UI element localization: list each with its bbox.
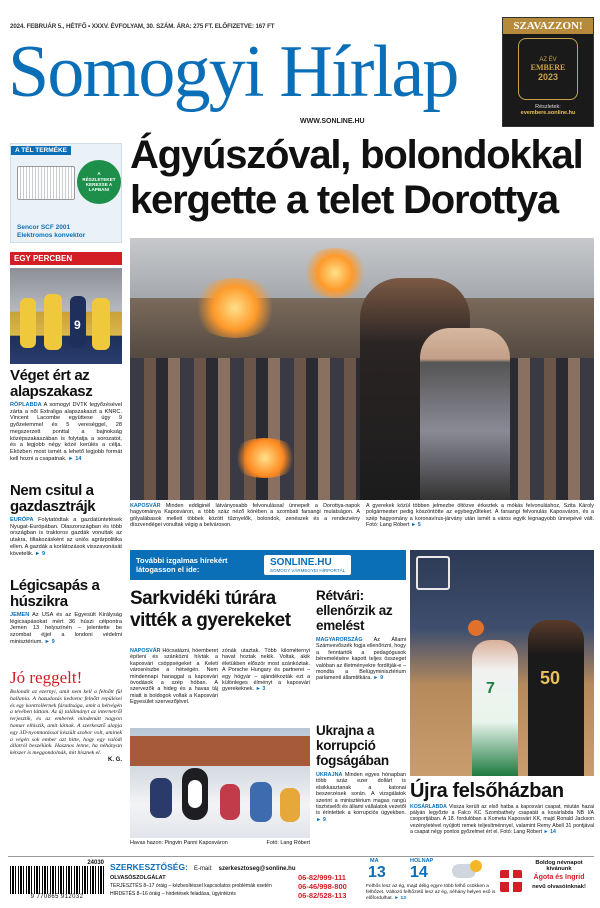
story3-title[interactable]: Légicsapás a húszikra <box>10 577 100 610</box>
story2-ref[interactable]: 9 <box>41 550 46 557</box>
ukraine-title[interactable]: Ukrajna a korrupció fogságában <box>316 723 389 768</box>
weather-box <box>366 858 496 904</box>
ad-label: A TÉL TERMÉKE <box>11 146 71 155</box>
promo-brand-sub: SOMOGY VÁRMEGYEI HÍRPORTÁL <box>270 568 346 573</box>
award-line1: AZ ÉV <box>539 56 557 63</box>
volleyball-photo <box>10 268 122 364</box>
tour-photo-credit: Fotó: Lang Róbert <box>266 840 310 846</box>
story1-body: A somogyi DVTK legyőzésével zárta a női Extraliga alapszakaszt a KNRC. Vincent Lacombe együttese úgy 9 győzelemmel és 5 vereséggel, 28 megszerzett ponttal a bajnokság középszakaszában is folytatja a sorozatot, és a legjobb négy közé kerülés a célja. Eközben most ismét a lehető legjobb formát kell hozni a csapatnak. <box>10 402 122 462</box>
story2-body: Folytatódtak a gazdatüntetések Nyugat-Európában. Olaszországban és több országban is traktoros gazdák vonultak az utakra, tiltakozásként az uniós agrárpolitika ellen. A gazdák a korlátozások visszavonását követelik. <box>10 517 122 557</box>
weather-text: Felhős lesz az ég, majd délig egyre több felhő csökken a felhőzet. Változó felhőzetű lesz az ég, néhány helyen eső is előfordulhat. ► 13 <box>366 884 496 901</box>
barcode-digits: 9 770865 912032 <box>30 894 84 900</box>
column-body: Bolondít az ezernyi, amit nem kell a felnőtt fül hallania. A hazudozás kedvenc felnőtt repülései és egy kontrollernek fáradtsága, amit a hétvégén a tévében láttam. Az új találmányt az internetről terjesztik, és az emberek mindenütt nagyon hamar elhiszik, amit látnak. A szerkesztő alapja egy 3D-nyomtatással készült szobor volt, aminek a végén sok ember azt hitte, hogy egy valódi állatról beszélünk. Hasznos lenne, ha néhányan kétszer is meggondolnák, mit hisznek el. <box>10 689 122 757</box>
editorial-label: SZERKESZTŐSÉG: <box>110 862 188 872</box>
award-year: 2023 <box>537 71 559 82</box>
nameday-sub: nevű olvasóinknak! <box>532 884 586 890</box>
convector-image <box>17 166 75 200</box>
phone-2[interactable]: 06-46/998-800 <box>298 882 347 891</box>
ad-badge: A RÉSZLETEKET KERESSE A LAPBAN! <box>77 160 121 204</box>
basketball-photo <box>410 550 594 776</box>
promo-brand: SONLINE.HU <box>270 557 332 568</box>
column-signature: K. G. <box>107 756 122 763</box>
story1-title[interactable]: Véget ért az alapszakasz <box>10 367 93 400</box>
story3-ref[interactable]: 9 <box>51 638 55 645</box>
jersey-number-9: 9 <box>74 318 81 332</box>
award-emblem <box>518 38 578 100</box>
tour-headline[interactable]: Sarkvidéki túrára vitték a gyerekeket <box>130 588 291 631</box>
ad-product-type: Elektromos konvektor <box>17 232 86 239</box>
retvari-kicker: MAGYARORSZÁG <box>316 637 363 643</box>
award-line2: EMBERE <box>530 62 566 72</box>
masthead-title: Somogyi Hírlap <box>8 31 458 113</box>
tour-ref[interactable]: 3 <box>262 686 266 693</box>
story2-title[interactable]: Nem csitul a gazdasztrájk <box>10 482 96 515</box>
jersey-number-50: 50 <box>540 668 561 688</box>
lead-headline[interactable]: Ágyúszóval, bolondokkal kergette a telet Dorottya <box>130 133 583 222</box>
tour-col1: Hócsatázni, hóemberet építeni és szánkózni hívták a kaposvári csöppségeket a Keleti városrészbe a hétvégén. Nem mindennapi hanaggal a kaposvári óvodások a szép hóban. A szervezők a hideg és a havas táj miatt is boldogok voltak a Kaposvári Egyesület szervezőjével. <box>130 648 218 706</box>
barcode <box>10 860 104 904</box>
email-label: E-mail: <box>193 866 213 872</box>
story2-kicker: EURÓPA <box>10 517 34 523</box>
weather-tomorrow-temp: 14 <box>410 864 428 881</box>
basketball-body: Vissza került az első hatba a kaposvári csapat, miután hazai pályán legyőzte a Falco KC Szombathely csapatát a kosárlabda NB I/A csoportjában. A 18. fordulóban a Kometa Kaposvári KK, majd Ronald Jackson vezényletével nyújtott remek teljesítménnyel, valamint Remy Abell 31 pontjával a csapat négy pontos győzelmet ért el. Fotó: Lang Róbert <box>410 804 594 835</box>
footer-line1: TERJESZTÉS 8–17 óráig – kézbesítéssel kapcsolatos problémák esetén <box>110 883 272 889</box>
website-label[interactable]: WWW.SONLINE.HU <box>300 118 365 125</box>
phone-3[interactable]: 06-82/528-113 <box>298 891 347 900</box>
basketball-kicker: KOSÁRLABDA <box>410 804 447 810</box>
ad-convector[interactable] <box>10 143 122 243</box>
footer-divider <box>8 856 594 857</box>
story3-kicker: JEMEN <box>10 612 30 618</box>
basketball-title[interactable]: Újra felsőházban <box>410 780 564 802</box>
tour-kicker: NAPOSVÁR <box>130 648 161 654</box>
phone-1[interactable]: 06-82/999-111 <box>298 873 346 882</box>
vote-details-label: Részletek: <box>535 104 561 110</box>
lead-photo <box>130 238 594 500</box>
nameday-label: Boldog névnapot kívánunk <box>535 860 583 872</box>
column-title: Jó reggelt! <box>10 668 83 687</box>
weather-tomorrow-label: HOLNAP <box>410 858 434 864</box>
desk-label: OLVASÓSZOLGÁLAT <box>110 875 166 881</box>
ad-product: Sencor SCF 2001 <box>17 224 71 231</box>
lead-caption-right: A gyerekek közül többen jelmezbe öltözve érkeztek a mókás felvonuláshoz, Szita Károly polgármester pedig köszöntötte az egybegyűlteket. A farsangi felvonulás Kaposváron, és a szép hagyomány a koronavírus-járvány után ismét a város egyik legnagyobb ünnepévé vált. Fotó: Lang Róbert <box>366 503 594 529</box>
gift-icon <box>500 870 522 892</box>
promo-bar[interactable] <box>130 550 406 580</box>
email-link[interactable]: szerkesztoseg@sonline.hu <box>218 866 296 872</box>
story1-kicker: RÖPLABDA <box>10 402 42 408</box>
retvari-title[interactable]: Rétvári: ellenőrzik az emelést <box>316 588 393 633</box>
nameday-names: Ágota és Ingrid <box>533 874 585 881</box>
tour-photo-caption: Havas hazon: Pingvin Panni Kaposváron <box>130 840 228 846</box>
ukraine-body: Minden egyes hónapban több száz ezer dollárt is elsikkasztanak a katonai beszerzések során. A vizsgálatok szerint a minisztérium magas rangú tisztviselői és állami vállalatok vezetői is érintettek a korrupciós ügyekben. <box>316 772 406 817</box>
barcode-number: 24030 <box>87 860 104 866</box>
dateline: 2024. FEBRUÁR 5., HÉTFŐ • XXXV. ÉVFOLYAM, 30. SZÁM. ÁRA: 275 FT. ELŐFIZETVE: 167 FT <box>10 23 275 30</box>
footer-line2: HIRDETÉS 8–16 óráig – hirdetések feladása, ügyintézés <box>110 891 236 897</box>
weather-today-label: MA <box>370 858 379 864</box>
tour-photo <box>130 728 310 838</box>
sun-icon <box>470 860 482 872</box>
ukraine-kicker: UKRAJNA <box>316 772 343 778</box>
lead-caption-left: Minden eddiginél látványosabb felvonulással ünnepelt a Dorottya-napok hagyománya Kaposváron, a több száz néző körében a szombati farsangi mulatságon. A gólyalábasok mellett többek között tűznyelők, bolondok, zenészek és a rendezvény díszvendégei vonultak végig a belvároson. <box>130 503 361 529</box>
weather-ref[interactable]: 13 <box>400 895 406 901</box>
tour-col2: zónák utaztak. Több kilométernyi havat hoztak nekik. Voltak, akik életükben először most szánkóztak. A Porsche Hungary és partnerei – egy hógyár – ajándékozták ezt a különleges élményt a kaposvári gyerekeknek. <box>222 648 310 693</box>
story1-ref[interactable]: 14 <box>75 455 82 462</box>
vote-details-url[interactable]: evembere.sonline.hu <box>520 110 576 116</box>
jersey-number-7: 7 <box>486 680 495 697</box>
story3-body: Az USA és az Egyesült Királyság légicsapásokat mért 36 húszi célpontra Jemen 13 helyszínén – jelentette be szombat éjjel a londoni védelmi minisztérium. <box>10 612 122 645</box>
promo-text: További izgalmas hírekért látogasson el ide: <box>136 556 228 574</box>
ukraine-ref[interactable]: 9 <box>322 816 326 823</box>
retvari-body: Az Állami Számvevőszék fogja ellenőrizni, hogy a fenntartók a pedagógusok béremelésére kapott teljes összeget valóban az illetményekre fordítják-e – mondta a Belügyminisztérium parlamenti államtitkára. <box>316 637 407 682</box>
retvari-ref[interactable]: 9 <box>380 675 384 682</box>
weather-today-temp: 13 <box>368 864 386 881</box>
basketball-ref[interactable]: 14 <box>550 828 556 835</box>
lead-ref[interactable]: 5 <box>417 522 421 529</box>
lead-kicker: KAPOSVÁR <box>130 503 161 509</box>
sidebar-header: EGY PERCBEN <box>10 252 122 265</box>
vote-heading: SZAVAZZON! <box>503 18 593 34</box>
vote-box[interactable] <box>502 17 594 127</box>
